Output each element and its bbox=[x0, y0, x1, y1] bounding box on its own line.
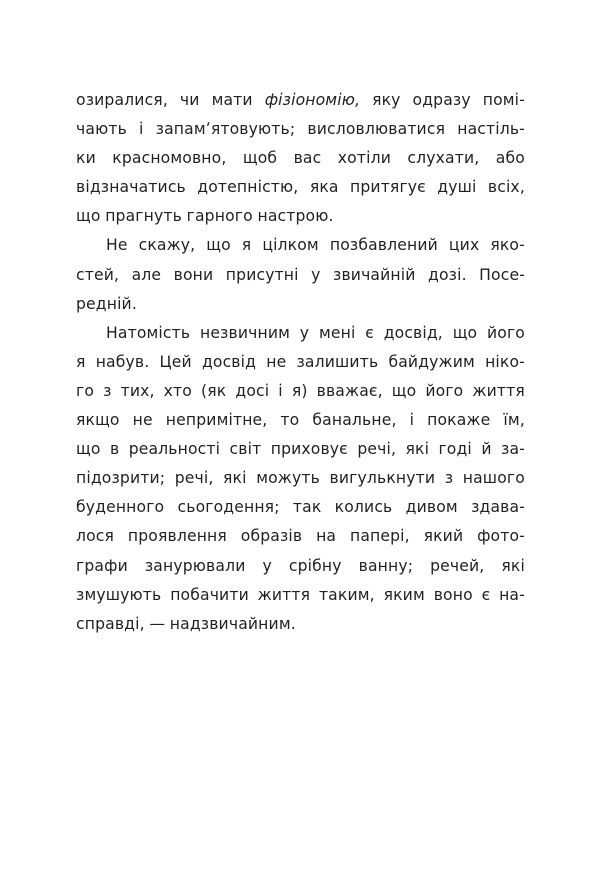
word: що bbox=[76, 440, 101, 459]
word: не bbox=[132, 411, 153, 430]
word: хотіли bbox=[337, 149, 391, 168]
word: які bbox=[223, 469, 247, 488]
word: красномовно, bbox=[112, 149, 227, 168]
word: стей, bbox=[76, 265, 120, 284]
word: я bbox=[76, 352, 86, 371]
word: Натомість bbox=[106, 323, 191, 342]
word: яка bbox=[309, 178, 339, 197]
word: дозі. bbox=[428, 265, 467, 284]
word: прагнуть bbox=[105, 207, 182, 226]
word: побачити bbox=[170, 585, 249, 604]
word: годі bbox=[438, 440, 472, 459]
text-line bbox=[76, 406, 525, 435]
word: присутні bbox=[225, 265, 299, 284]
text-line bbox=[76, 377, 525, 406]
word: реальності bbox=[128, 440, 221, 459]
text-line bbox=[76, 435, 525, 464]
word: змушують bbox=[76, 585, 162, 604]
word: фізіономію, bbox=[264, 91, 361, 109]
word: звичайній bbox=[333, 265, 416, 284]
word: і bbox=[139, 120, 144, 139]
text-line bbox=[76, 610, 525, 639]
word: здава- bbox=[471, 498, 525, 517]
word: запамʼятовують; bbox=[155, 120, 296, 139]
word: чи bbox=[179, 91, 200, 109]
paragraph bbox=[76, 231, 525, 318]
text-line bbox=[76, 86, 525, 115]
word: редній. bbox=[76, 294, 137, 313]
word: настрою. bbox=[257, 207, 334, 226]
word: що bbox=[206, 236, 231, 255]
word: скажу, bbox=[138, 236, 196, 255]
text-line bbox=[76, 144, 525, 173]
word: речі, bbox=[357, 440, 397, 459]
word: воно bbox=[433, 585, 473, 604]
word: цих bbox=[448, 236, 480, 255]
word: — bbox=[149, 614, 166, 633]
word: таким, bbox=[318, 585, 375, 604]
body-text-block bbox=[76, 86, 525, 639]
word: Посе- bbox=[479, 265, 525, 284]
word: озиралися, bbox=[76, 91, 168, 109]
word: дивом bbox=[405, 498, 458, 517]
word: відзначатись bbox=[76, 178, 186, 197]
word: всіх, bbox=[487, 178, 525, 197]
word: вони bbox=[173, 265, 214, 284]
word: вигулькнути bbox=[329, 469, 436, 488]
word: ки bbox=[76, 149, 96, 168]
word: речі, bbox=[174, 469, 214, 488]
word: їм, bbox=[503, 411, 525, 430]
word: щоб bbox=[242, 149, 278, 168]
word: й bbox=[481, 440, 492, 459]
word: Не bbox=[106, 236, 128, 255]
word: його bbox=[486, 323, 525, 342]
word: го bbox=[76, 381, 95, 400]
word: то bbox=[280, 411, 300, 430]
word: вважає, bbox=[316, 381, 383, 400]
text-line bbox=[76, 493, 525, 522]
word: за- bbox=[501, 440, 525, 459]
text-line bbox=[76, 581, 525, 610]
word: настіль- bbox=[457, 120, 525, 139]
word: незвичним bbox=[199, 323, 291, 342]
word: притягує bbox=[350, 178, 426, 197]
word: срібну bbox=[288, 556, 342, 575]
word: життя bbox=[472, 381, 525, 400]
word: який bbox=[423, 527, 464, 546]
word: досвід bbox=[201, 352, 257, 371]
word: папері, bbox=[349, 527, 410, 546]
word: висловлюватися bbox=[307, 120, 446, 139]
text-line bbox=[76, 348, 525, 377]
word: я bbox=[241, 236, 252, 255]
word: з bbox=[103, 381, 112, 400]
word: набув. bbox=[95, 352, 150, 371]
word: сьогодення; bbox=[177, 498, 280, 517]
word: які bbox=[501, 556, 525, 575]
word: мені bbox=[318, 323, 356, 342]
word: які bbox=[405, 440, 430, 459]
word: вас bbox=[293, 149, 322, 168]
word: я) bbox=[291, 381, 308, 400]
word: яким bbox=[383, 585, 425, 604]
text-line bbox=[76, 231, 525, 260]
word: або bbox=[495, 149, 525, 168]
word: і bbox=[409, 411, 415, 430]
word: Цей bbox=[159, 352, 192, 371]
word: так bbox=[292, 498, 322, 517]
word: залишить bbox=[296, 352, 379, 371]
word: лося bbox=[76, 527, 115, 546]
word: є bbox=[481, 585, 491, 604]
word: банальне, bbox=[312, 411, 397, 430]
word: підозрити; bbox=[76, 469, 166, 488]
word: яко- bbox=[490, 236, 525, 255]
word: в bbox=[109, 440, 120, 459]
word: душі bbox=[437, 178, 477, 197]
word: чають bbox=[76, 120, 127, 139]
word: дотепністю, bbox=[197, 178, 299, 197]
word: його bbox=[425, 381, 464, 400]
word: життя bbox=[257, 585, 311, 604]
word: одразу bbox=[412, 91, 471, 109]
text-line bbox=[76, 115, 525, 144]
text-line bbox=[76, 261, 525, 290]
word: є bbox=[365, 323, 374, 342]
word: з bbox=[444, 469, 454, 488]
word: непримітне, bbox=[165, 411, 268, 430]
word: хто bbox=[163, 381, 192, 400]
word: на bbox=[316, 527, 337, 546]
word: що bbox=[76, 207, 101, 226]
word: у bbox=[299, 323, 310, 342]
word: нашого bbox=[462, 469, 525, 488]
text-line bbox=[76, 522, 525, 551]
text-line bbox=[76, 319, 525, 348]
text-line bbox=[76, 552, 525, 581]
word: але bbox=[131, 265, 162, 284]
word: яку bbox=[372, 91, 401, 109]
word: справді, bbox=[76, 614, 145, 633]
word: ванну; bbox=[358, 556, 414, 575]
word: ніко- bbox=[485, 352, 525, 371]
word: надзвичайним. bbox=[169, 614, 296, 633]
word: гарного bbox=[186, 207, 253, 226]
word: проявлення bbox=[127, 527, 227, 546]
word: і bbox=[278, 381, 283, 400]
word: у bbox=[262, 556, 272, 575]
word: на- bbox=[499, 585, 525, 604]
text-line bbox=[76, 173, 525, 202]
word: не bbox=[266, 352, 287, 371]
word: занурювали bbox=[144, 556, 246, 575]
text-line bbox=[76, 202, 525, 231]
word: колись bbox=[334, 498, 393, 517]
word: слухати, bbox=[407, 149, 480, 168]
word: що bbox=[452, 323, 478, 342]
word: світ bbox=[229, 440, 262, 459]
paragraph bbox=[76, 86, 525, 231]
word: байдужим bbox=[388, 352, 475, 371]
word: покаже bbox=[427, 411, 491, 430]
word: буденного bbox=[76, 498, 165, 517]
word: графи bbox=[76, 556, 128, 575]
word: досвід, bbox=[383, 323, 443, 342]
word: приховує bbox=[270, 440, 348, 459]
paragraph bbox=[76, 319, 525, 639]
word: якщо bbox=[76, 411, 120, 430]
word: тих, bbox=[120, 381, 155, 400]
word: речей, bbox=[430, 556, 485, 575]
word: цілком bbox=[262, 236, 319, 255]
word: помі- bbox=[482, 91, 525, 109]
text-line bbox=[76, 290, 525, 319]
word: досі bbox=[235, 381, 270, 400]
word: у bbox=[311, 265, 321, 284]
word: образів bbox=[240, 527, 303, 546]
word: що bbox=[391, 381, 417, 400]
text-line bbox=[76, 464, 525, 493]
word: позбавлений bbox=[329, 236, 438, 255]
word: мати bbox=[211, 91, 253, 109]
word: можуть bbox=[256, 469, 320, 488]
word: фото- bbox=[477, 527, 525, 546]
word: (як bbox=[201, 381, 227, 400]
